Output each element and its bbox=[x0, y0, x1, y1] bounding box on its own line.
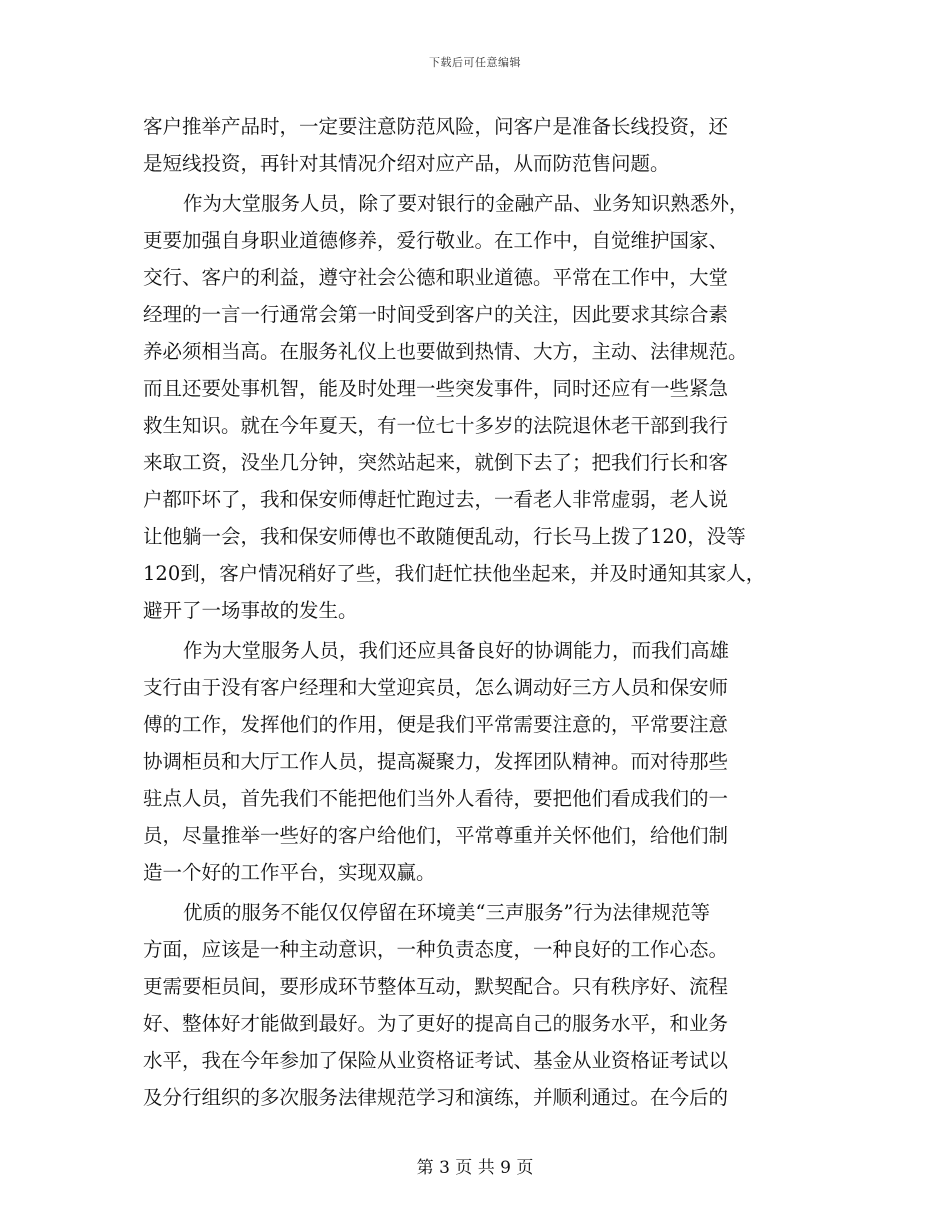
text-line: 养必须相当高。在服务礼仪上也要做到热情、大方，主动、法律规范。 bbox=[143, 340, 748, 363]
text-line: 交行、客户的利益，遵守社会公德和职业道德。平常在工作中，大堂 bbox=[143, 266, 729, 289]
text-line: 避开了一场事故的发生。 bbox=[143, 599, 358, 622]
text-line: 驻点人员，首先我们不能把他们当外人看待，要把他们看成我们的一 bbox=[143, 787, 729, 810]
text-line: 是短线投资，再针对其情况介绍对应产品，从而防范售问题。 bbox=[143, 152, 670, 175]
text-line: 救生知识。就在今年夏天，有一位七十多岁的法院退休老干部到我行 bbox=[143, 414, 729, 437]
text-line: 优质的服务不能仅仅停留在环境美“三声服务”行为法律规范等 bbox=[183, 901, 710, 924]
text-line: 经理的一言一行通常会第一时间受到客户的关注，因此要求其综合素 bbox=[143, 303, 729, 326]
text-line: 更需要柜员间，要形成环节整体互动，默契配合。只有秩序好、流程 bbox=[143, 975, 729, 998]
text-line: 方面，应该是一种主动意识，一种负责态度，一种良好的工作心态。 bbox=[143, 938, 729, 961]
text-line: 支行由于没有客户经理和大堂迎宾员，怎么调动好三方人员和保安师 bbox=[143, 676, 729, 699]
text-line: 让他躺一会，我和保安师傅也不敢随便乱动，行长马上拨了120，没等 bbox=[143, 525, 746, 548]
text-line: 好、整体好才能做到最好。为了更好的提高自己的服务水平，和业务 bbox=[143, 1012, 729, 1035]
page-header: 下载后可任意编辑 bbox=[429, 56, 521, 69]
text-line: 作为大堂服务人员，除了要对银行的金融产品、业务知识熟悉外， bbox=[183, 192, 749, 215]
text-line: 员，尽量推举一些好的客户给他们，平常尊重并关怀他们，给他们制 bbox=[143, 824, 729, 847]
body-text bbox=[143, 108, 815, 1116]
text-line: 作为大堂服务人员，我们还应具备良好的协调能力，而我们高雄 bbox=[183, 639, 730, 662]
page-footer: 第 3 页 共 9 页 bbox=[416, 1158, 534, 1178]
text-line: 及分行组织的多次服务法律规范学习和演练，并顺利通过。在今后的 bbox=[143, 1086, 729, 1109]
text-line: 来取工资，没坐几分钟，突然站起来，就倒下去了；把我们行长和客 bbox=[143, 451, 729, 474]
text-line: 更要加强自身职业道德修养，爱行敬业。在工作中，自觉维护国家、 bbox=[143, 229, 729, 252]
text-line: 协调柜员和大厅工作人员，提高凝聚力，发挥团队精神。而对待那些 bbox=[143, 750, 729, 773]
text-line: 客户推举产品时，一定要注意防范风险，问客户是准备长线投资，还 bbox=[143, 115, 729, 138]
text-line: 户都吓坏了，我和保安师傅赶忙跑过去，一看老人非常虚弱，老人说 bbox=[143, 488, 729, 511]
text-line: 造一个好的工作平台，实现双赢。 bbox=[143, 861, 436, 884]
text-line: 而且还要处事机智，能及时处理一些突发事件，同时还应有一些紧急 bbox=[143, 377, 729, 400]
text-line: 水平，我在今年参加了保险从业资格证考试、基金从业资格证考试以 bbox=[143, 1049, 729, 1072]
text-line: 120到，客户情况稍好了些，我们赶忙扶他坐起来，并及时通知其家人， bbox=[143, 562, 766, 585]
text-line: 傅的工作，发挥他们的作用，便是我们平常需要注意的，平常要注意 bbox=[143, 713, 729, 736]
